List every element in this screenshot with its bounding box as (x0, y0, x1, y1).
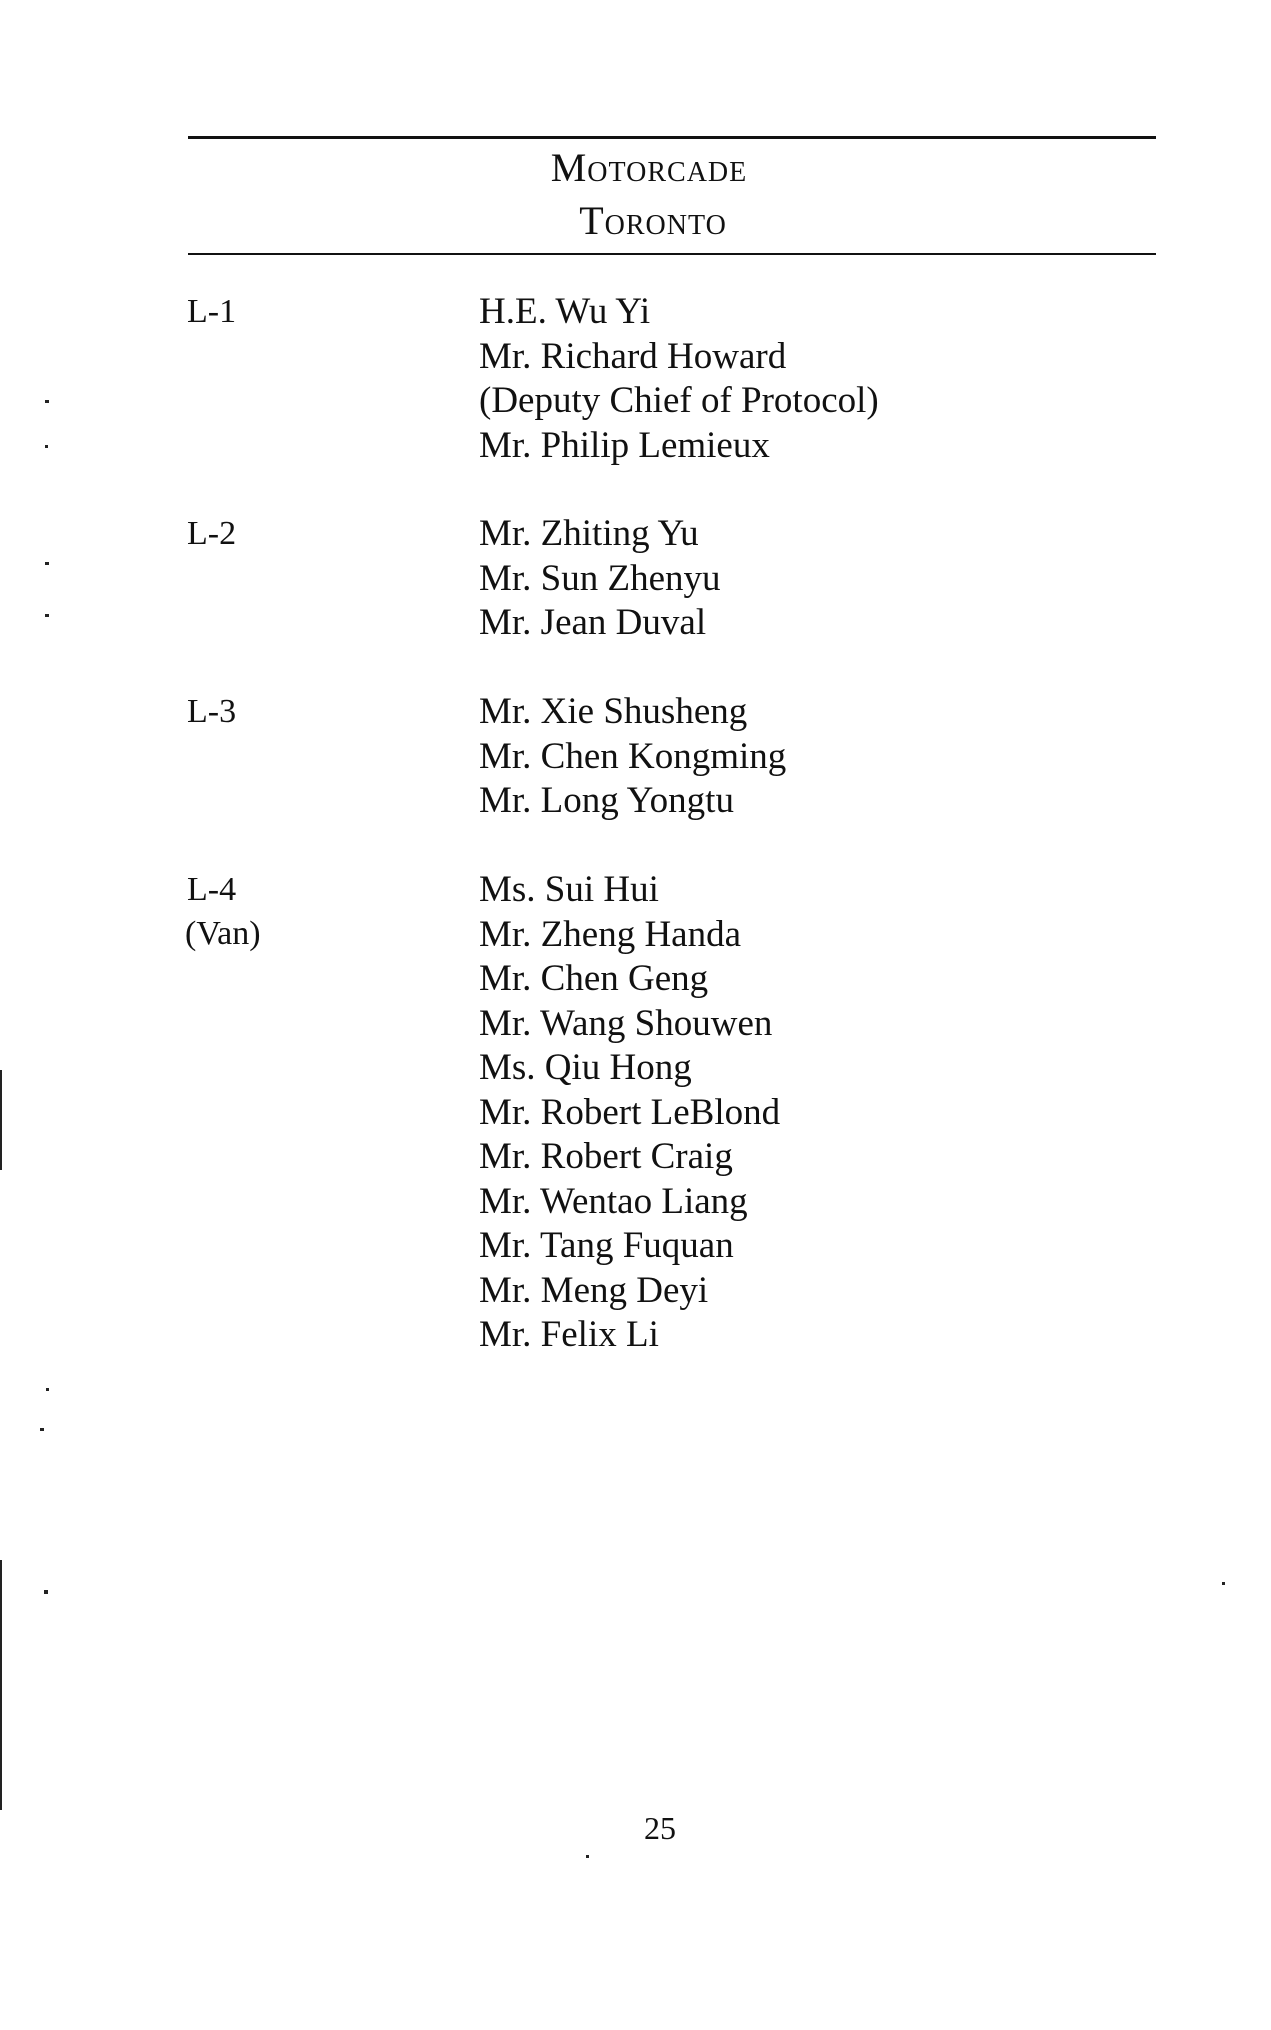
scan-artifact (1222, 1582, 1225, 1585)
passenger-name: Mr. Zheng Handa (479, 913, 742, 955)
scan-artifact (40, 1428, 44, 1431)
passenger-list (479, 512, 721, 646)
scan-artifact (45, 614, 49, 617)
passenger-name: Mr. Zhiting Yu (479, 513, 699, 554)
car-label: L-4 (187, 871, 237, 908)
passenger-name: Mr. Tang Fuquan (479, 1225, 734, 1266)
passenger-name: H.E. Wu Yi (479, 291, 651, 332)
header-rule-bottom (188, 253, 1156, 255)
scan-artifact (0, 1070, 2, 1170)
passenger-name: Ms. Sui Hui (479, 869, 659, 910)
scan-artifact (44, 1590, 48, 1594)
passenger-name: Mr. Felix Li (479, 1314, 659, 1355)
scan-artifact (46, 1388, 49, 1391)
passenger-name: Mr. Wang Shouwen (479, 1002, 773, 1044)
passenger-title: (Deputy Chief of Protocol) (479, 380, 879, 421)
passenger-name: Mr. Wentao Liang (479, 1180, 748, 1222)
scan-artifact (0, 1560, 2, 1810)
scan-artifact (45, 562, 49, 565)
passenger-name: Mr. Long Yongtu (479, 780, 734, 821)
passenger-name: Mr. Meng Deyi (479, 1269, 709, 1311)
header-rule-top (188, 136, 1156, 139)
car-label: L-1 (187, 293, 237, 330)
passenger-name: Ms. Qiu Hong (479, 1047, 692, 1088)
passenger-name: Mr. Jean Duval (479, 602, 707, 643)
passenger-list (479, 868, 780, 1358)
passenger-name: Mr. Robert LeBlond (479, 1091, 781, 1133)
car-label: L-2 (187, 515, 237, 552)
passenger-name: Mr. Richard Howard (479, 335, 787, 377)
passenger-name: Mr. Xie Shusheng (479, 691, 748, 732)
passenger-list (479, 690, 786, 824)
passenger-name: Mr. Philip Lemieux (479, 424, 770, 466)
scan-artifact (45, 445, 48, 448)
passenger-list (479, 290, 879, 468)
page-number: 25 (644, 1810, 676, 1846)
passenger-name: Mr. Chen Geng (479, 958, 709, 999)
passenger-name: Mr. Robert Craig (479, 1136, 733, 1177)
passenger-name: Mr. Chen Kongming (479, 735, 787, 777)
scan-artifact (586, 1855, 589, 1858)
car-label: L-3 (187, 693, 237, 730)
document-title: Motorcade (550, 145, 748, 190)
passenger-name: Mr. Sun Zhenyu (479, 557, 721, 599)
car-type-note: (Van) (185, 915, 261, 952)
document-subtitle: Toronto (579, 198, 727, 243)
scan-artifact (45, 400, 49, 403)
